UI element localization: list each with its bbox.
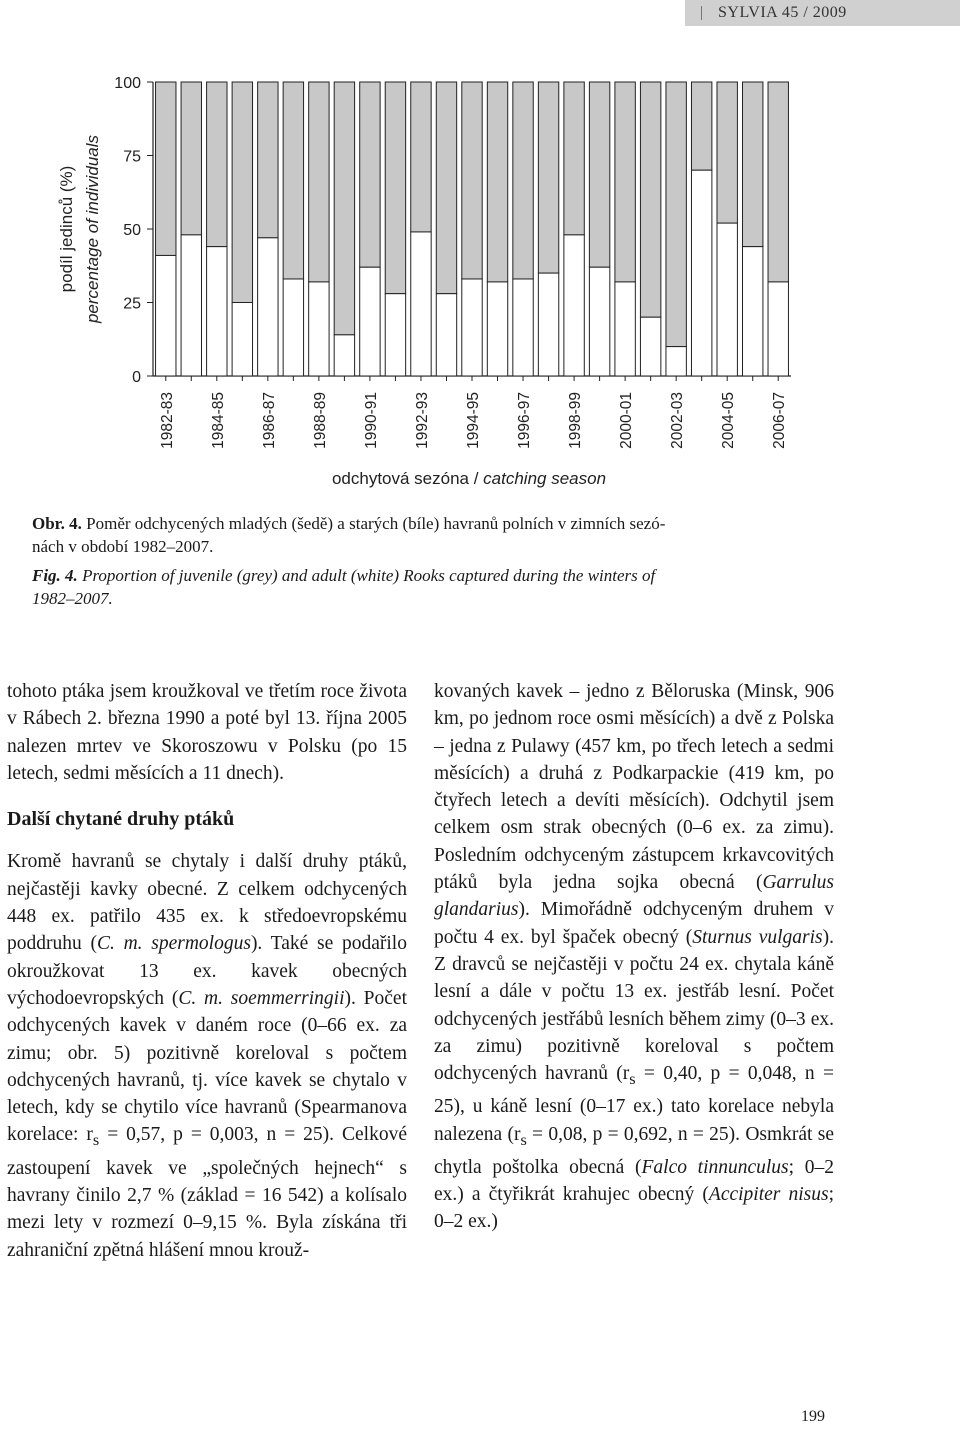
x-tick-label: 1986-87: [260, 392, 278, 449]
subscript-s: s: [92, 1131, 100, 1150]
bar-juvenile: [360, 82, 380, 267]
left-column: [7, 678, 407, 1264]
text-run: = 0,57, p = 0,003, n = 25). Celkové zastoupení kavek ve „společných hejnech“ s havrany činilo 2,7 % (základ = 16 542) a kolísalo mezi lety v rozmezí 0–9,15 %. Byla získána tři zahraniční zpětná hlášení mnou krouž-: [7, 1124, 407, 1261]
bar-juvenile: [436, 82, 456, 294]
figure-caption-cz: [32, 512, 852, 558]
caption-en-label: Fig. 4.: [32, 566, 78, 585]
bar-juvenile: [564, 82, 584, 235]
x-tick-label: 2004-05: [720, 392, 738, 449]
figure-caption-en: [32, 564, 852, 610]
bar-adult: [181, 235, 201, 376]
paragraph-continuation: tohoto ptáka jsem kroužkoval ve třetím roce života v Rábech 2. března 1990 a poté byl 13. října 2005 nalezen mrtev ve Skoroszowu v Polsku (po 15 letech, sedmi měsících a 11 dnech).: [7, 681, 407, 784]
bar-juvenile: [717, 82, 737, 223]
bar-juvenile: [462, 82, 482, 279]
section-heading: Další chytané druhy ptáků: [7, 808, 235, 831]
species-name: Sturnus vulgaris: [692, 926, 823, 948]
caption-cz-text-2: nách v období 1982–2007.: [32, 537, 214, 556]
bar-juvenile: [538, 82, 558, 273]
bar-adult: [462, 279, 482, 376]
bar-adult: [513, 279, 533, 376]
bar-juvenile: [283, 82, 303, 279]
bar-juvenile: [411, 82, 431, 232]
bar-juvenile: [181, 82, 201, 235]
x-tick-label: 1998-99: [567, 392, 585, 449]
bar-adult: [385, 294, 405, 376]
journal-title: SYLVIA 45 / 2009: [718, 4, 847, 21]
x-tick-label: 1994-95: [465, 392, 482, 449]
bar-juvenile: [334, 82, 354, 335]
bar-adult: [207, 247, 227, 376]
species-name: Falco tinnunculus: [641, 1156, 789, 1178]
bar-juvenile: [589, 82, 609, 267]
text-run: ). Počet odchycených kavek v daném roce (0–66 ex. za zimu; obr. 5) pozitivně koreloval s počtem odchycených havranů, tj. více kavek se chytalo v letech, kdy se chytilo více havranů (Spearmanova korelace: r: [7, 987, 407, 1146]
bar-adult: [283, 279, 303, 376]
journal-header: [685, 0, 960, 26]
bar-adult: [334, 335, 354, 376]
rook-age-chart: [0, 60, 960, 500]
bar-adult: [666, 347, 686, 376]
caption-en-text: Proportion of juvenile (grey) and adult (white) Rooks captured during the winters of: [82, 566, 656, 585]
x-tick-label: 1990-91: [362, 392, 380, 449]
x-tick-label: 1996-97: [516, 392, 534, 449]
bar-adult: [436, 294, 456, 376]
caption-cz-label: Obr. 4.: [32, 514, 82, 533]
text-run: ; 0–2 ex.): [434, 1184, 834, 1233]
text-run: ). Mimořádně odchyceným druhem v počtu 4 ex. byl špaček obecný (: [434, 899, 834, 948]
bar-adult: [258, 238, 278, 376]
bar-adult: [232, 303, 252, 377]
y-tick-label: 50: [123, 222, 141, 239]
bar-adult: [717, 223, 737, 376]
bar-adult: [743, 247, 763, 376]
bar-juvenile: [513, 82, 533, 279]
text-run: = 0,40, p = 0,048, n = 25), u káně lesní (0–17 ex.) tato korelace nebyla nalezena (r: [434, 1063, 834, 1145]
bar-adult: [411, 232, 431, 376]
x-tick-label: 2000-01: [618, 392, 636, 449]
x-tick-label: 1982-83: [158, 392, 176, 449]
x-tick-label: 2006-07: [771, 392, 789, 449]
header-divider: [701, 6, 702, 20]
bar-adult: [156, 255, 176, 376]
bar-adult: [564, 235, 584, 376]
paragraph-right: [434, 678, 834, 1236]
species-name: Accipiter nisus: [708, 1184, 829, 1206]
x-axis-title: odchytová sezóna / catching season: [331, 469, 607, 488]
bar-adult: [309, 282, 329, 376]
species-name: C. m. spermologus: [96, 933, 251, 955]
y-tick-label: 100: [114, 75, 141, 92]
species-name: C. m. soemmerringii: [178, 987, 345, 1009]
right-column: [434, 678, 834, 1236]
text-run: = 0,08, p = 0,692, n = 25). Osmkrát se chytla poštolka obecná (: [434, 1123, 834, 1178]
y-tick-label: 0: [132, 369, 141, 386]
bar-juvenile: [385, 82, 405, 294]
bar-juvenile: [768, 82, 788, 282]
x-tick-label: 1988-89: [311, 392, 329, 449]
chart-plot-area: [57, 75, 791, 488]
bar-adult: [768, 282, 788, 376]
bar-adult: [691, 170, 711, 376]
x-tick-label: 1984-85: [209, 392, 227, 449]
text-run: ). Také se podařilo okroužkovat 13 ex. kavek obecných východoevropských (: [7, 933, 407, 1009]
text-run: ). Z dravců se nejčastěji v počtu 24 ex. chytala káně lesní a dále v počtu 13 ex. jestřáb lesní. Počet odchycených jestřábů lesních během zimy (0–3 ex. za zimu) pozitivně koreloval s počtem odchycených havranů (r: [434, 926, 834, 1085]
subscript-s: s: [629, 1070, 636, 1089]
bar-adult: [640, 317, 660, 376]
x-tick-label: 2002-03: [669, 392, 687, 449]
caption-cz-text: Poměr odchycených mladých (šedě) a starých (bíle) havranů polních v zimních sezó-: [86, 514, 666, 533]
y-axis-title: podíl jedinců (%): [57, 165, 76, 293]
bar-adult: [589, 267, 609, 376]
y-tick-label: 75: [123, 148, 141, 166]
bar-juvenile: [156, 82, 176, 255]
x-axis-title-en: catching season: [483, 469, 607, 488]
bar-juvenile: [232, 82, 252, 303]
bar-juvenile: [666, 82, 686, 347]
bar-juvenile: [615, 82, 635, 282]
text-run: Kromě havranů se chytaly i další druhy ptáků, nejčastěji kavky obecné. Z celkem odchycených 448 ex. patřilo 435 ex. k středoevropskému poddruhu (: [7, 851, 407, 955]
species-name: Garrulus glandarius: [434, 872, 834, 921]
bar-adult: [538, 273, 558, 376]
page-number: 199: [801, 1408, 825, 1425]
text-run: kovaných kavek – jedno z Běloruska (Minsk, 906 km, po jednom roce osmi měsících) a dvě z Polska – jedna z Pulawy (457 km, po třech letech a sedmi měsících) a druhá z Podkarpackie (419 km, po čtyřech letech a devíti měsících). Odchytil jsem celkem osm strak obecných (0–6 ex. za zimu). Posledním odchyceným zástupcem krkavcovitých ptáků byla jedna sojka obecná (: [434, 681, 834, 894]
paragraph-other-species: [7, 848, 407, 1263]
y-axis-title-en: percentage of individuals: [83, 134, 102, 324]
bar-juvenile: [743, 82, 763, 247]
subscript-s: s: [520, 1130, 527, 1149]
bar-juvenile: [640, 82, 660, 317]
bar-juvenile: [309, 82, 329, 282]
bar-juvenile: [258, 82, 278, 238]
bar-juvenile: [487, 82, 507, 282]
text-run: ; 0–2 ex.) a čtyřikrát krahujec obecný (: [434, 1156, 835, 1206]
y-tick-label: 25: [123, 295, 141, 313]
bar-juvenile: [691, 82, 711, 170]
bar-adult: [360, 267, 380, 376]
x-tick-label: 1992-93: [413, 392, 431, 449]
caption-en-text-2: 1982–2007.: [32, 589, 113, 608]
bar-adult: [615, 282, 635, 376]
bar-juvenile: [207, 82, 227, 247]
bar-adult: [487, 282, 507, 376]
